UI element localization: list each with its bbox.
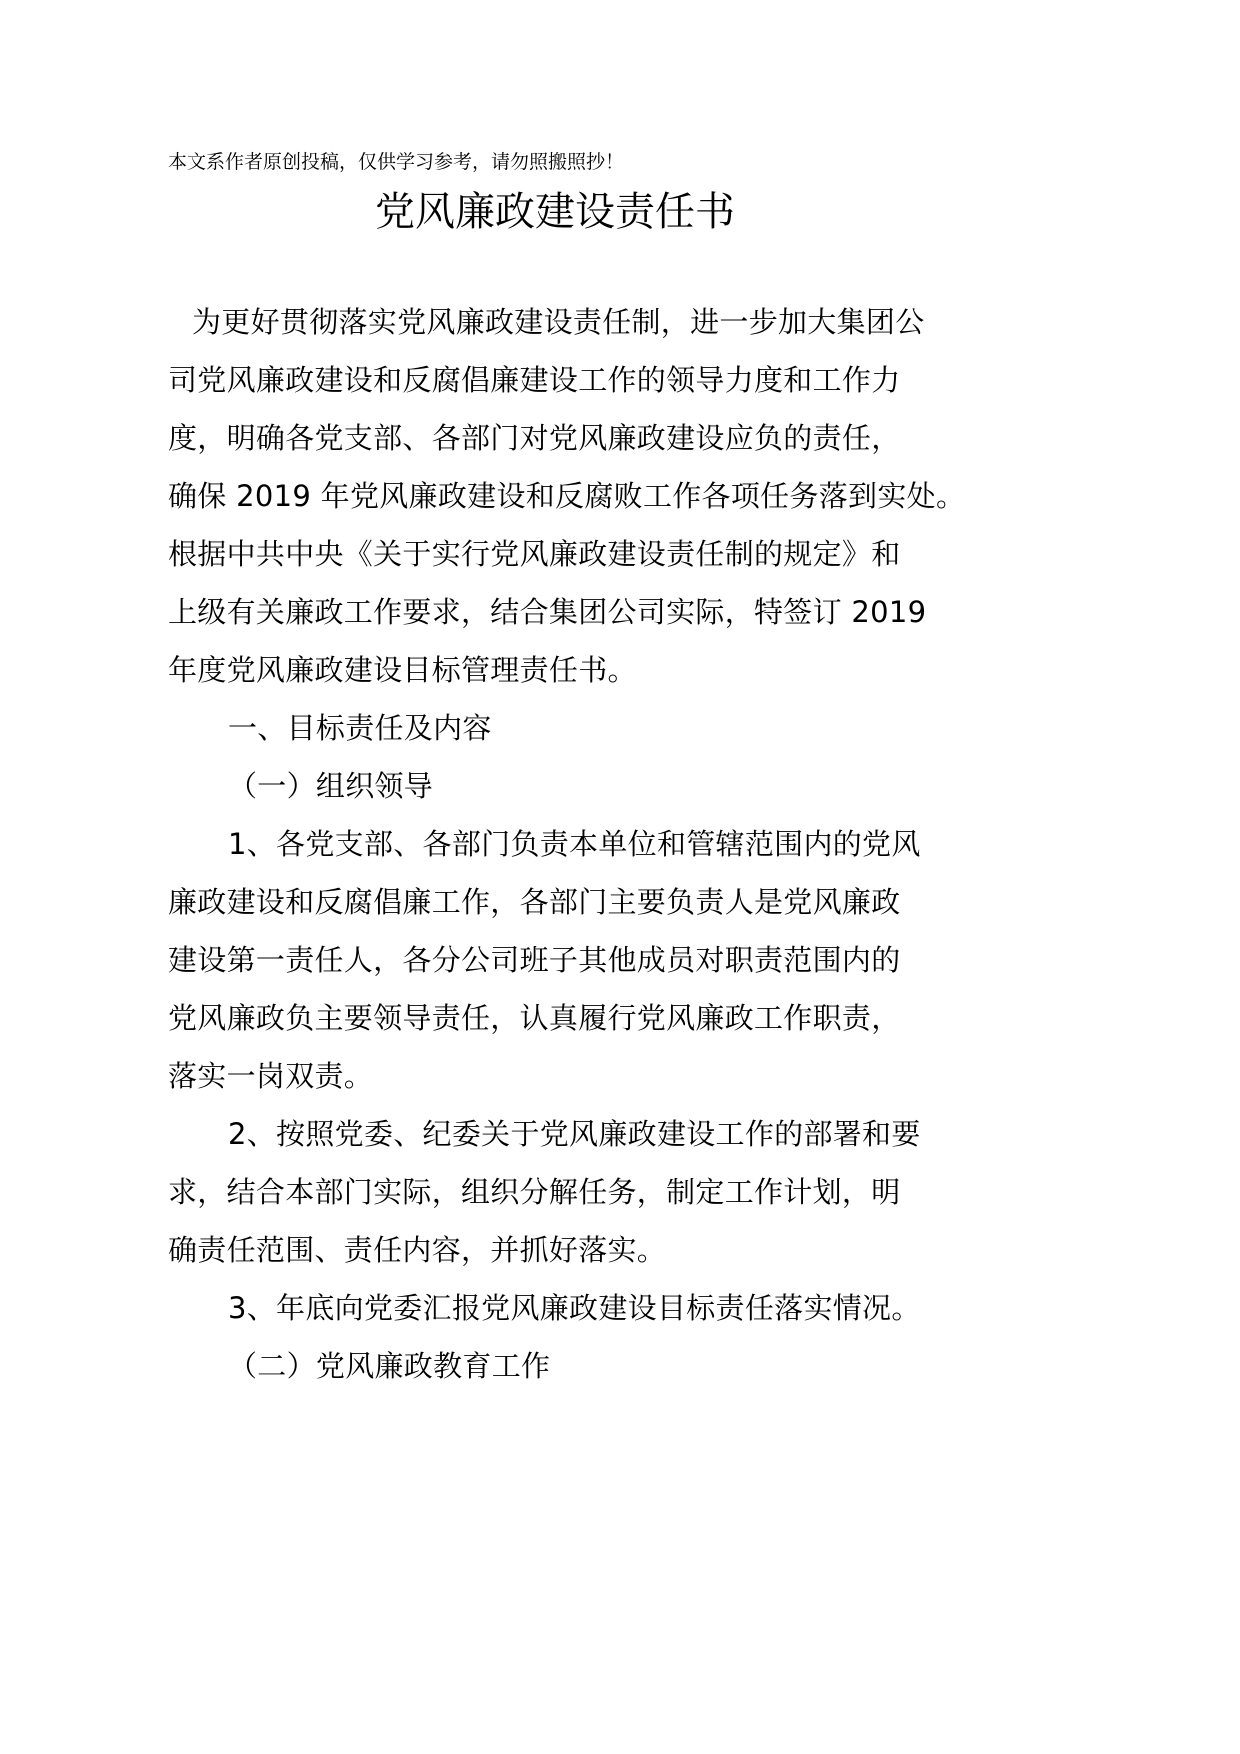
body-text-line: 司党风廉政建设和反腐倡廉建设工作的领导力度和工作力 <box>168 363 901 397</box>
body-text-line: 为更好贯彻落实党风廉政建设责任制，进一步加大集团公 <box>192 305 925 339</box>
body-text-line: 求，结合本部门实际，组织分解任务，制定工作计划，明 <box>168 1175 901 1209</box>
body-text-line: 落实一岗双责。 <box>168 1059 374 1093</box>
body-text-line: 根据中共中央《关于实行党风廉政建设责任制的规定》和 <box>168 537 901 571</box>
body-text-line: 度，明确各党支部、各部门对党风廉政建设应负的责任， <box>168 421 901 455</box>
body-text-line: （二）党风廉政教育工作 <box>228 1349 551 1383</box>
body-text-line: 一、目标责任及内容 <box>228 711 492 745</box>
body-text-line: （一）组织领导 <box>228 769 434 803</box>
body-text-line: 年度党风廉政建设目标管理责任书。 <box>168 653 637 687</box>
body-text-line: 党风廉政负主要领导责任，认真履行党风廉政工作职责， <box>168 1001 901 1035</box>
body-text-line: 1、各党支部、各部门负责本单位和管辖范围内的党风 <box>228 827 921 861</box>
body-text-line: 2、按照党委、纪委关于党风廉政建设工作的部署和要 <box>228 1117 921 1151</box>
body-text-line: 廉政建设和反腐倡廉工作，各部门主要负责人是党风廉政 <box>168 885 901 919</box>
body-text-line: 3、年底向党委汇报党风廉政建设目标责任落实情况。 <box>228 1291 921 1325</box>
body-text-line: 上级有关廉政工作要求，结合集团公司实际，特签订 2019 <box>168 595 927 629</box>
body-text-line: 建设第一责任人，各分公司班子其他成员对职责范围内的 <box>168 943 901 977</box>
body-text-line: 确责任范围、责任内容，并抓好落实。 <box>168 1233 667 1267</box>
document-title: 党风廉政建设责任书 <box>375 189 735 235</box>
copyright-notice: 本文系作者原创投稿，仅供学习参考，请勿照搬照抄！ <box>168 151 625 173</box>
body-text-line: 确保 2019 年党风廉政建设和反腐败工作各项任务落到实处。 <box>168 479 966 513</box>
